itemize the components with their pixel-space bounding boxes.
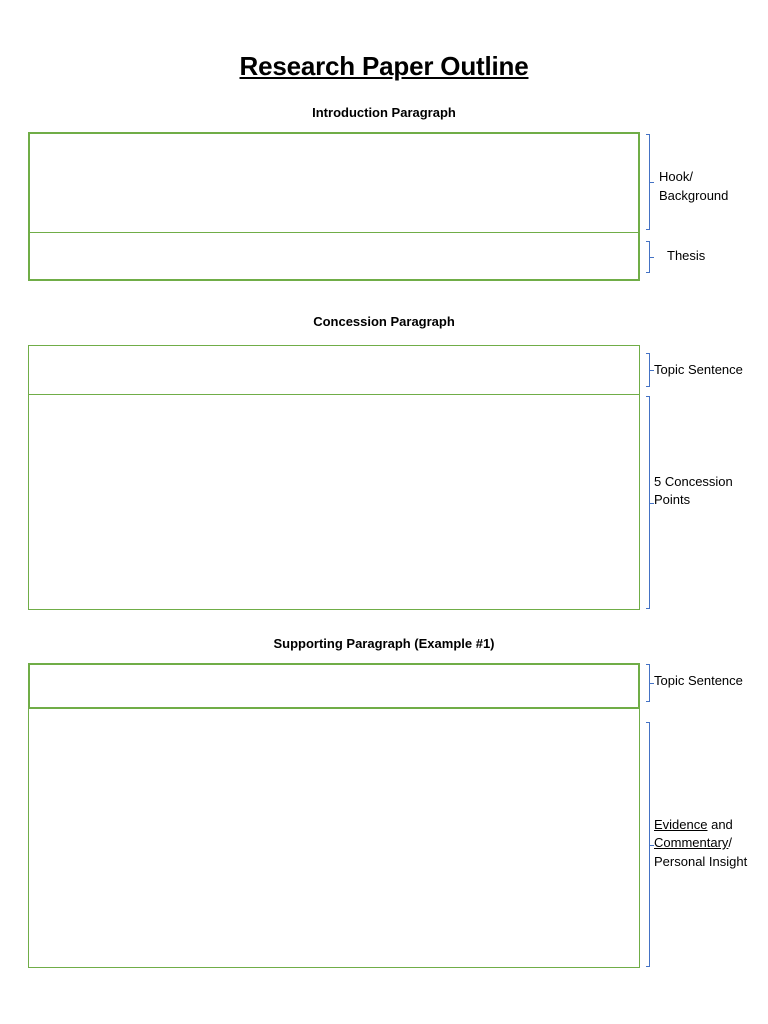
supporting-heading: Supporting Paragraph (Example #1) (273, 636, 495, 651)
thesis-label: Thesis (667, 248, 706, 263)
supporting-evidence-bracket (646, 722, 650, 967)
hook-background-box[interactable] (28, 132, 640, 234)
evidence-label-line2 (654, 834, 732, 852)
supporting-topic-label: Topic Sentence (654, 673, 743, 688)
evidence-word: Evidence (654, 817, 708, 832)
concession-topic-box[interactable] (28, 345, 640, 395)
page-title: Research Paper Outline (239, 51, 529, 81)
commentary-word: Commentary (654, 835, 729, 850)
and-word: and (707, 817, 733, 832)
thesis-box[interactable] (28, 232, 640, 281)
evidence-label-line1 (654, 816, 733, 834)
thesis-bracket (646, 241, 650, 273)
slash-char: / (728, 835, 733, 850)
personal-insight-label: Personal Insight (654, 854, 748, 869)
supporting-evidence-box[interactable] (28, 709, 640, 968)
concession-points-box[interactable] (28, 395, 640, 610)
hook-bracket (646, 134, 650, 230)
hook-label-line1: Hook/ (659, 169, 693, 184)
concession-topic-label: Topic Sentence (654, 362, 743, 377)
concession-topic-bracket (646, 353, 650, 387)
supporting-topic-bracket (646, 664, 650, 702)
hook-label-line2: Background (659, 188, 729, 203)
concession-points-label-line1: 5 Concession (654, 474, 733, 489)
concession-points-label-line2: Points (654, 492, 691, 507)
concession-heading: Concession Paragraph (313, 314, 455, 329)
supporting-topic-box[interactable] (28, 663, 640, 709)
concession-points-bracket (646, 396, 650, 609)
introduction-heading: Introduction Paragraph (312, 105, 456, 120)
